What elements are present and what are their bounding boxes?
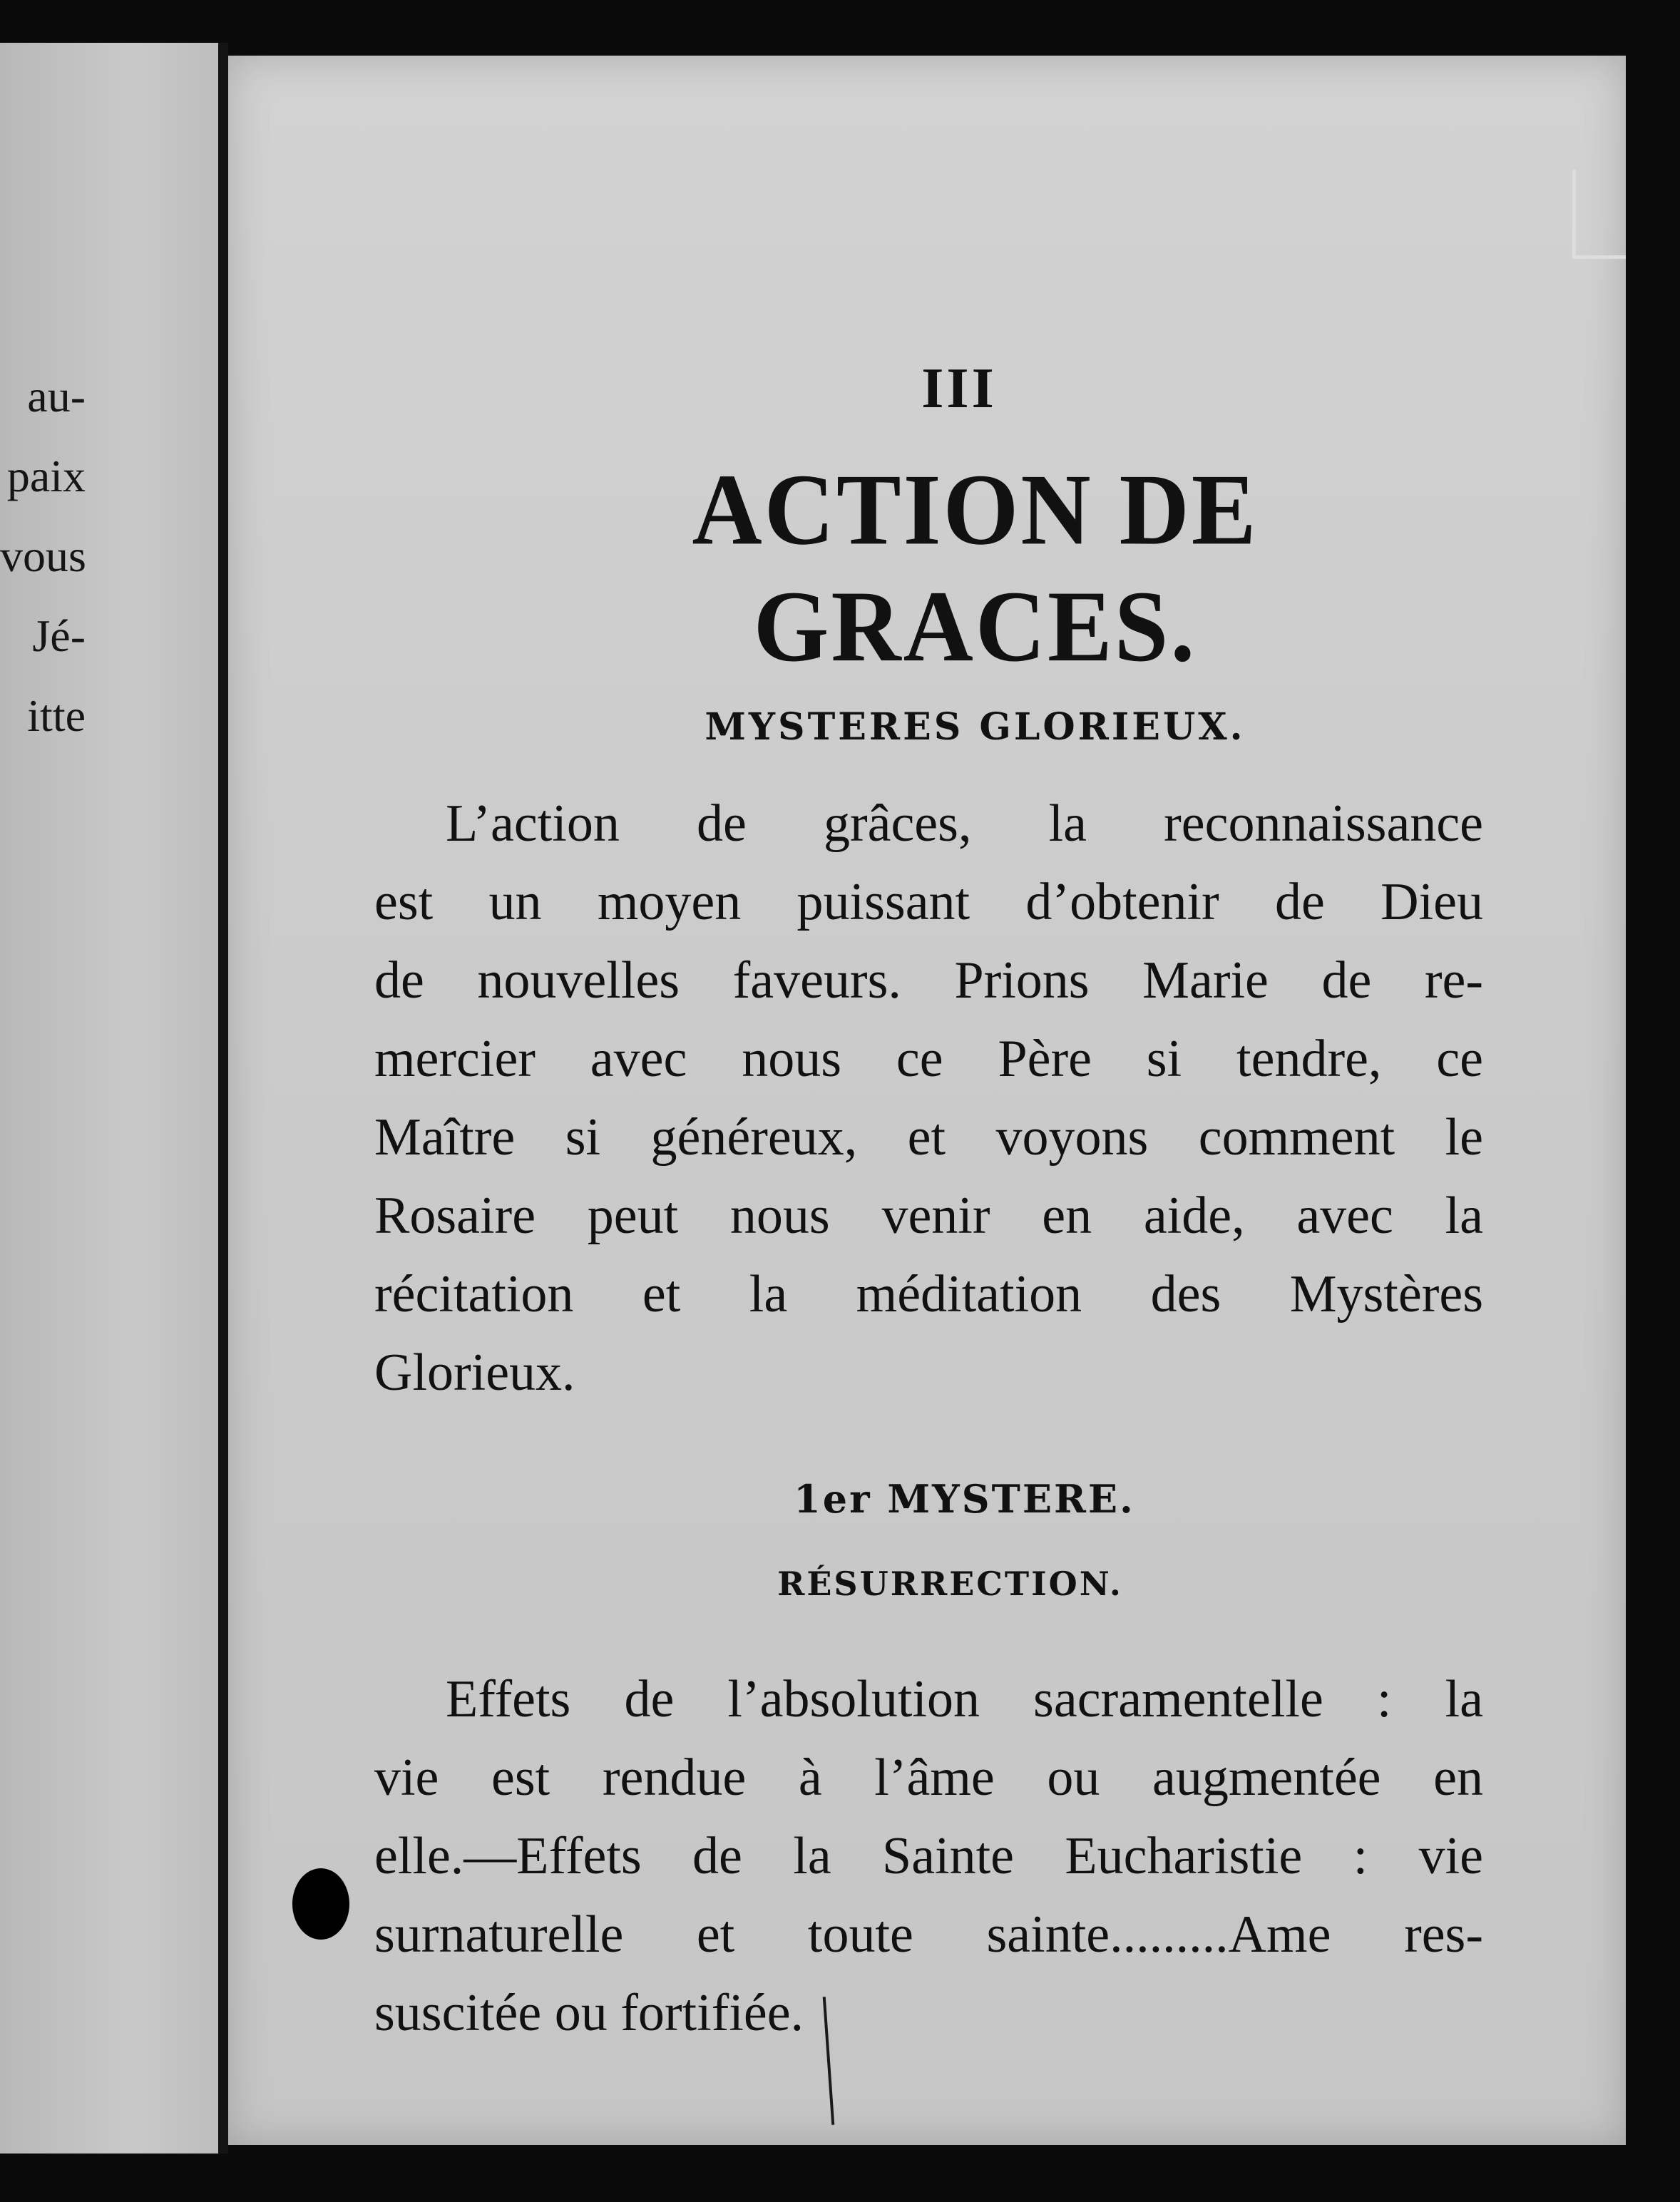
paragraph-line: est un moyen puissant d’obtenir de Dieu [374,873,1483,931]
book-gutter [218,43,228,2154]
ink-blot [292,1868,349,1940]
paragraph-line: récitation et la méditation des Mystères [374,1265,1483,1323]
paragraph-line: elle.—Effets de la Sainte Eucharistie : vie [374,1827,1483,1885]
paragraph-line: Rosaire peut nous venir en aide, avec la [374,1187,1483,1245]
intro-paragraph [374,784,1483,1412]
chapter-subtitle: MYSTERES GLORIEUX. [705,705,1246,749]
left-page-text-fragments [0,357,86,756]
paragraph-line: surnaturelle et toute sainte.........Ame res- [374,1905,1483,1964]
paragraph-line: mercier avec nous ce Père si tendre, ce [374,1030,1483,1088]
mystery-heading: 1er MYSTERE. [794,1476,1135,1522]
paragraph-line: Effets de l’absolution sacramentelle : la [446,1670,1483,1729]
mystery-subheading: RÉSURRECTION. [777,1565,1123,1603]
left-fragment: Jé- [32,610,86,661]
page-corner-mark [1572,170,1626,259]
left-page [0,43,221,2154]
page-content [374,357,1483,2052]
left-fragment: au- [27,371,86,421]
left-fragment: paix [6,451,86,501]
paragraph-line: L’action de grâces, la reconnaissance [446,794,1483,853]
left-fragment: vous [0,531,86,581]
paragraph-line: Glorieux. [374,1343,575,1402]
mystery-paragraph [374,1660,1483,2052]
chapter-title: ACTION DE GRACES. [692,454,1259,683]
left-fragment: itte [27,690,86,741]
paragraph-line: Maître si généreux, et voyons comment le [374,1108,1483,1167]
paragraph-line: de nouvelles faveurs. Prions Marie de re- [374,951,1483,1010]
paragraph-line: vie est rendue à l’âme ou augmentée en [374,1748,1483,1807]
section-number: III [921,357,997,420]
paragraph-line: suscitée ou fortifiée. [374,1984,804,2042]
